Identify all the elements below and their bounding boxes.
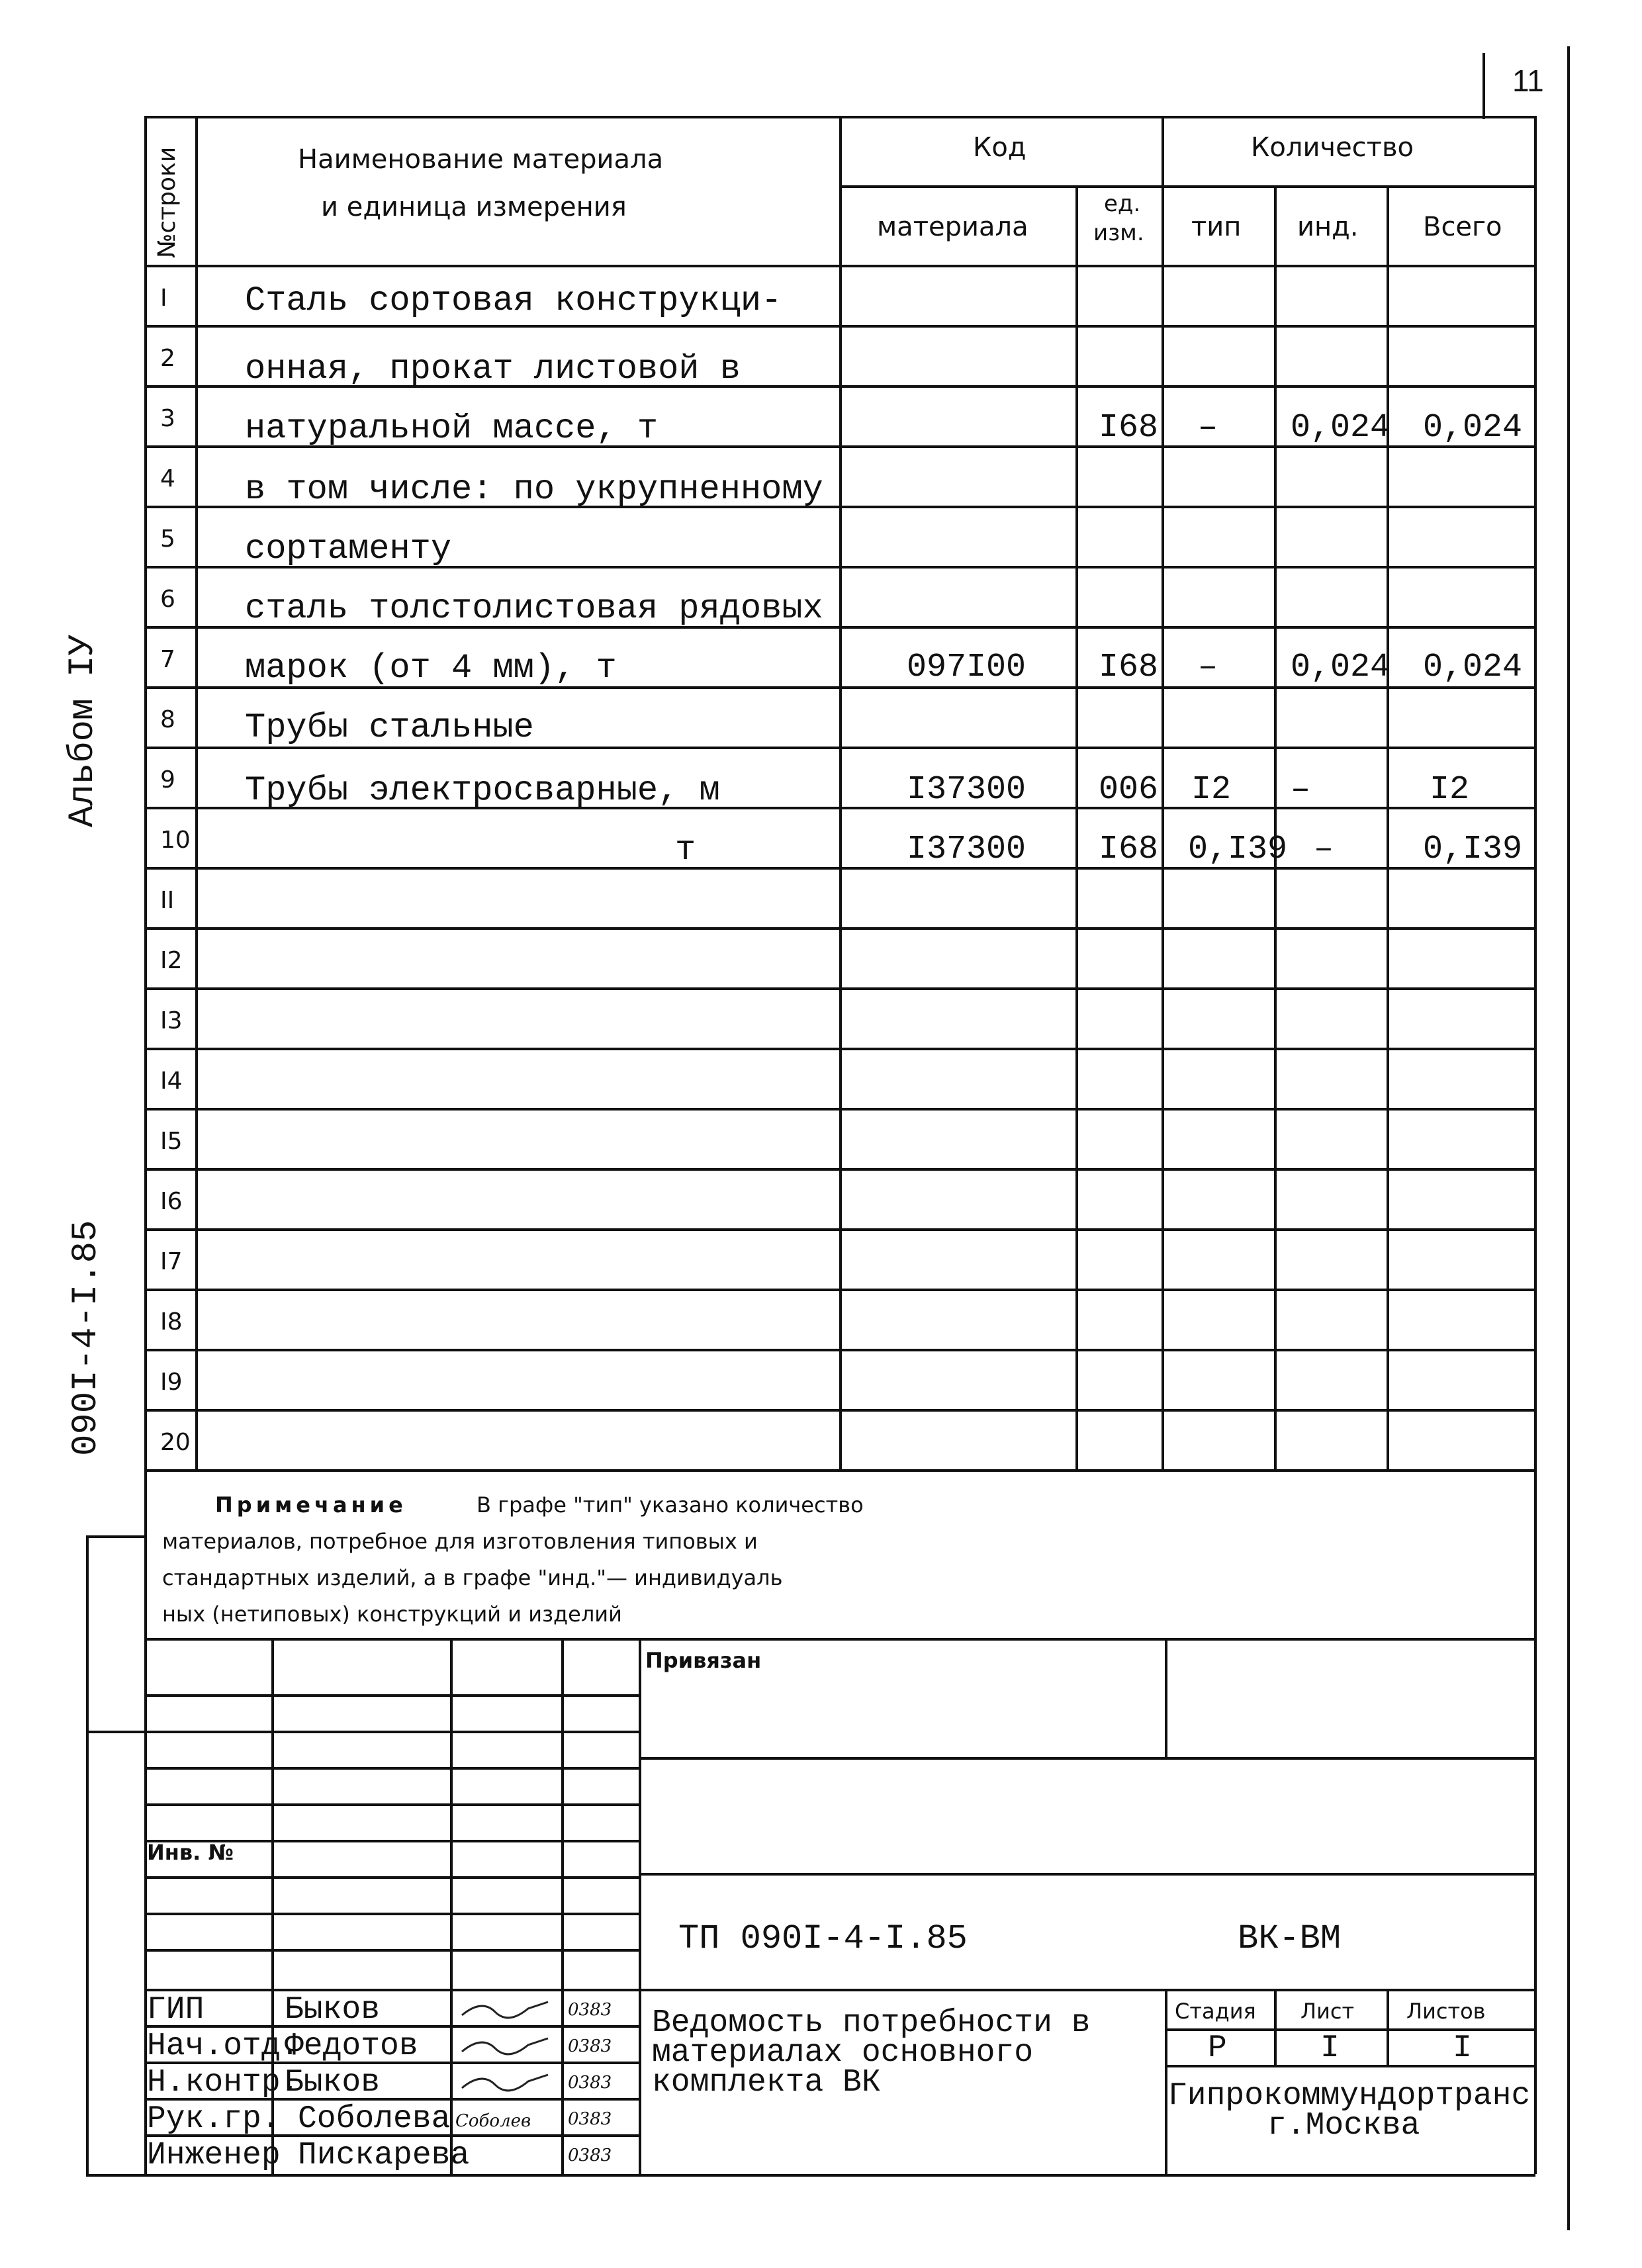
table-left-border (144, 116, 147, 2174)
row-3-number: 3 (160, 405, 175, 432)
sig-col2-divider (450, 1638, 453, 2174)
table-body-bottom (144, 1469, 1535, 1472)
row-15-number: I5 (160, 1128, 183, 1155)
row-17-number: I7 (160, 1248, 183, 1275)
row-8-name: Трубы стальные (245, 708, 534, 747)
row-7-code: 097I00 (907, 649, 1026, 686)
row-line-16 (144, 1228, 1535, 1231)
col-ind-divider (1387, 185, 1389, 1469)
signer-5-date: 0383 (568, 2146, 612, 2165)
stamp-code-top (639, 1873, 1535, 1876)
row-7-total: 0,024 (1423, 649, 1523, 686)
row-9-number: 9 (160, 766, 175, 794)
row-18-number: I8 (160, 1308, 183, 1336)
row-11-number: II (160, 887, 175, 914)
stamp-title-top (639, 1989, 1535, 1991)
row-12-number: I2 (160, 947, 183, 974)
row-10-type: 0,I39 (1188, 831, 1288, 868)
stamp-sheets-label: Листов (1406, 1999, 1486, 2024)
stamp-title-line2: материалах основного (652, 2035, 1034, 2071)
page-number: 11 (1512, 64, 1544, 98)
row-line-12 (144, 987, 1535, 990)
signer-5-name: Пискарева (298, 2138, 470, 2173)
col-unit-divider (1162, 116, 1164, 1469)
row-5-number: 5 (160, 525, 175, 553)
sig-grid-line-9 (144, 1989, 639, 1991)
doc-code-side-label: 090I-4-I.85 (66, 1220, 107, 1456)
signer-2-date: 0383 (568, 2036, 612, 2056)
stamp-stage-value: Р (1208, 2030, 1227, 2066)
stamp-org-line1: Гипрокоммундортранс (1168, 2078, 1531, 2114)
stamp-main-divider (639, 1638, 641, 2174)
signer-3-date: 0383 (568, 2073, 612, 2093)
stamp-bound-divider (1165, 1638, 1167, 1757)
stamp-sheet-value: I (1320, 2030, 1340, 2066)
stamp-sheet-label: Лист (1300, 1999, 1355, 2024)
row-13-number: I3 (160, 1007, 183, 1034)
row-3-unit: I68 (1099, 409, 1159, 447)
sig-grid-line-10 (144, 2025, 639, 2028)
stamp-top-border (144, 1638, 1535, 1641)
row-9-type: I2 (1191, 771, 1232, 809)
header-code-unit-line2: изм. (1093, 220, 1144, 246)
binding-margin-line (86, 1535, 89, 2174)
row-10-ind: – (1314, 831, 1334, 868)
sig-col3-divider (561, 1638, 564, 2174)
header-row-no: №строки (154, 146, 181, 258)
row-9-total: I2 (1430, 771, 1470, 809)
note-line4: ных (нетиповых) конструкций и изделий (162, 1602, 622, 1627)
row-3-ind: 0,024 (1291, 409, 1391, 447)
row-3-type: – (1198, 409, 1218, 447)
header-code-unit-line1: ед. (1104, 191, 1141, 217)
row-10-code: I37300 (907, 831, 1026, 868)
signer-2-role: Нач.отд. (147, 2028, 300, 2064)
row-1-number: I (160, 285, 167, 312)
row-7-ind: 0,024 (1291, 649, 1391, 686)
row-2-name: онная, прокат листовой в (245, 349, 741, 388)
col-code-divider (1075, 185, 1078, 1469)
row-10-number: 10 (160, 827, 191, 854)
signer-1-date: 0383 (568, 2000, 612, 2020)
header-qty-ind: инд. (1297, 212, 1359, 242)
signer-1-name: Быков (285, 1992, 381, 2028)
stamp-title-line3: комплекта ВК (652, 2065, 881, 2101)
row-9-ind: – (1291, 771, 1311, 809)
header-name-line2: и единица измерения (321, 192, 627, 222)
signer-4-signature: Соболев (455, 2111, 531, 2131)
sig-grid-line-3 (144, 1767, 639, 1770)
page-number-divider (1482, 53, 1485, 119)
stamp-sheet-divider (1274, 1989, 1277, 2065)
col-name-divider (839, 116, 842, 1469)
signer-5-role: Инженер (147, 2138, 281, 2173)
sig-grid-line-1 (144, 1694, 639, 1697)
signer-1-role: ГИП (147, 1992, 205, 2028)
signer-4-role: Рук.гр. (147, 2101, 281, 2137)
note-line1: В графе "тип" указано количество (477, 1492, 864, 1518)
row-14-number: I4 (160, 1067, 183, 1095)
stamp-stage-label: Стадия (1175, 1999, 1256, 2024)
stamp-project-code: ТП 090I-4-I.85 (678, 1919, 968, 1958)
header-subdivider (839, 185, 1535, 188)
row-20-number: 20 (160, 1429, 191, 1456)
row-10-unit: I68 (1099, 831, 1159, 868)
row-6-number: 6 (160, 586, 175, 613)
col-rownum-divider (195, 116, 198, 1469)
row-7-name: марок (от 4 мм), т (245, 649, 617, 688)
sig-grid-line-4 (144, 1803, 639, 1806)
handwritten-signatures (455, 1992, 555, 2138)
stamp-inv-label: Инв. № (147, 1840, 234, 1865)
header-qty-group: Количество (1251, 132, 1414, 163)
row-9-unit: 006 (1099, 771, 1159, 809)
stamp-bound-bottom (639, 1757, 1535, 1760)
header-qty-total: Всего (1423, 212, 1502, 242)
note-label: Примечание (215, 1492, 407, 1518)
table-right-border (1534, 116, 1537, 2174)
row-line-17 (144, 1289, 1535, 1291)
row-7-type: – (1198, 649, 1218, 686)
signer-4-date: 0383 (568, 2109, 612, 2129)
header-qty-type: тип (1191, 212, 1242, 242)
sig-grid-line-2 (86, 1731, 639, 1733)
stamp-doc-mark: ВК-ВМ (1238, 1919, 1342, 1958)
sig-grid-line-6 (144, 1876, 639, 1879)
row-line-19 (144, 1409, 1535, 1412)
row-line-1 (144, 325, 1535, 328)
row-line-13 (144, 1048, 1535, 1050)
stamp-sheets-divider (1387, 1989, 1389, 2065)
album-label: Альбом IУ (63, 634, 103, 827)
sig-grid-line-8 (144, 1949, 639, 1952)
row-2-number: 2 (160, 345, 175, 372)
header-code-group: Код (973, 132, 1026, 163)
row-1-name: Сталь сортовая конструкци- (245, 281, 782, 320)
row-line-18 (144, 1349, 1535, 1351)
right-border (1567, 46, 1570, 2230)
row-3-total: 0,024 (1423, 409, 1523, 447)
note-line2: материалов, потребное для изготовления типовых и (162, 1529, 758, 1554)
row-7-unit: I68 (1099, 649, 1159, 686)
stamp-org-line2: г.Москва (1267, 2108, 1420, 2144)
row-4-name: в том числе: по укрупненному (245, 470, 823, 509)
row-4-number: 4 (160, 465, 175, 492)
row-19-number: I9 (160, 1369, 183, 1396)
row-line-11 (144, 927, 1535, 930)
signer-4-name: Соболева (298, 2101, 451, 2137)
row-6-name: сталь толстолистовая рядовых (245, 589, 823, 628)
note-line3: стандартных изделий, а в графе "инд."— индивидуаль (162, 1565, 783, 1590)
row-9-name: Трубы электросварные, м (245, 771, 720, 810)
sig-grid-line-7 (144, 1913, 639, 1915)
stamp-title-line1: Ведомость потребности в (652, 2005, 1091, 2041)
col-type-divider (1274, 185, 1277, 1469)
row-3-name: натуральной массе, т (245, 409, 659, 448)
row-5-name: сортаменту (245, 529, 452, 568)
stamp-stage-divider (1165, 1989, 1167, 2174)
signer-3-name: Быков (285, 2065, 381, 2101)
stamp-bottom-border (86, 2174, 1535, 2177)
header-name-line1: Наименование материала (298, 144, 664, 175)
signer-3-role: Н.контр. (147, 2065, 300, 2101)
signer-2-name: Федотов (285, 2028, 418, 2064)
stamp-sheets-value: I (1453, 2030, 1472, 2066)
row-7-number: 7 (160, 646, 175, 673)
row-10-name: т (675, 831, 696, 870)
binding-margin-top (86, 1535, 144, 1538)
row-9-code: I37300 (907, 771, 1026, 809)
header-code-material: материала (877, 212, 1028, 242)
row-line-15 (144, 1168, 1535, 1171)
row-line-14 (144, 1108, 1535, 1111)
header-bottom-border (144, 265, 1535, 267)
stamp-bound-label: Привязан (645, 1648, 762, 1673)
row-8-number: 8 (160, 706, 175, 733)
row-16-number: I6 (160, 1188, 183, 1215)
row-10-total: 0,I39 (1423, 831, 1523, 868)
